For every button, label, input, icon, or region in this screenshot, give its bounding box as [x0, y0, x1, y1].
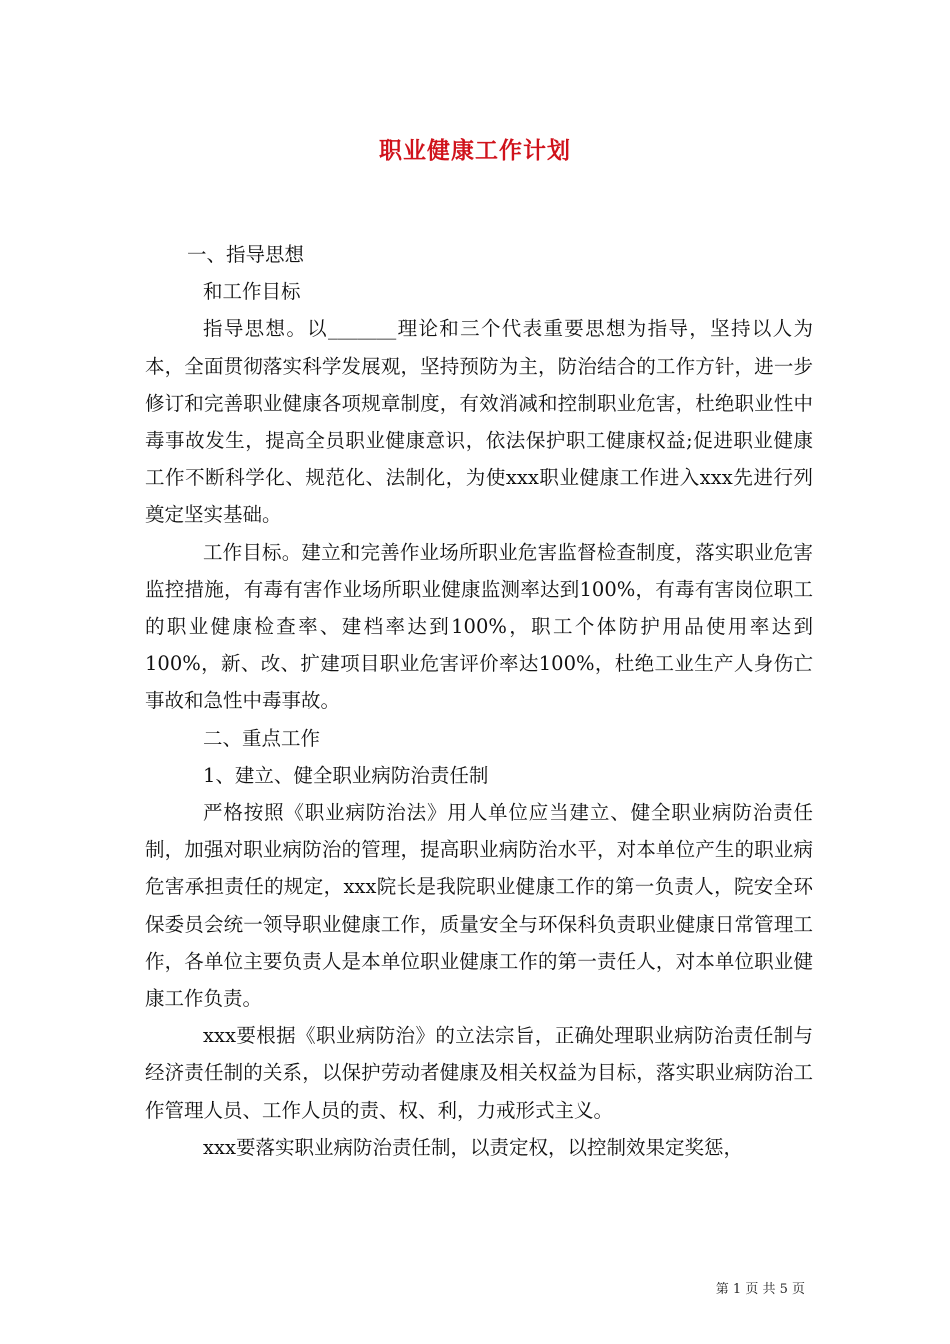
section-heading-key-work: 二、重点工作	[203, 726, 321, 750]
section-heading-guiding-ideology: 一、指导思想	[187, 243, 305, 266]
paragraph-work-goals: 工作目标。建立和完善作业场所职业危害监督检查制度，落实职业危害监控措施，有毒有害作业场所职业健康监测率达到100%，有毒有害岗位职工的职业健康检查率、建档率达到100%，职工个体防护用品使用率达到100%，新、改、扩建项目职业危害评价率达100%，杜绝工业生产人身伤亡事故和急性中毒事故。	[145, 540, 813, 713]
document-title: 职业健康工作计划	[379, 137, 571, 164]
paragraph-implement-responsibility: xxx要落实职业病防治责任制，以责定权，以控制效果定奖惩，	[203, 1135, 743, 1159]
paragraph-responsibility-system: 严格按照《职业病防治法》用人单位应当建立、健全职业病防治责任制，加强对职业病防治的管理，提高职业病防治水平，对本单位产生的职业病危害承担责任的规定，xxx院长是我院职业健康工作的第一负责人，院安全环保委员会统一领导职业健康工作，质量安全与环保科负责职业健康日常管理工作，各单位主要负责人是本单位职业健康工作的第一责任人，对本单位职业健康工作负责。	[145, 801, 813, 1011]
subheading-responsibility-system: 1、建立、健全职业病防治责任制	[203, 763, 489, 787]
paragraph-guiding-ideology: 指导思想。以_______理论和三个代表重要思想为指导，坚持以人为本，全面贯彻落实科学发展观，坚持预防为主，防治结合的工作方针，进一步修订和完善职业健康各项规章制度，有效消减和控制职业危害，杜绝职业性中毒事故发生，提高全员职业健康意识，依法保护职工健康权益;促进职业健康工作不断科学化、规范化、法制化，为使xxx职业健康工作进入xxx先进行列奠定坚实基础。	[145, 317, 813, 527]
section-heading-continuation: 和工作目标	[203, 280, 301, 304]
page-number: 第 1 页 共 5 页	[715, 1282, 805, 1297]
paragraph-legislative-purpose: xxx要根据《职业病防治》的立法宗旨，正确处理职业病防治责任制与经济责任制的关系，以保护劳动者健康及相关权益为目标，落实职业病防治工作管理人员、工作人员的责、权、利，力戒形式主义。	[145, 1024, 813, 1122]
document-body	[145, 236, 813, 1166]
